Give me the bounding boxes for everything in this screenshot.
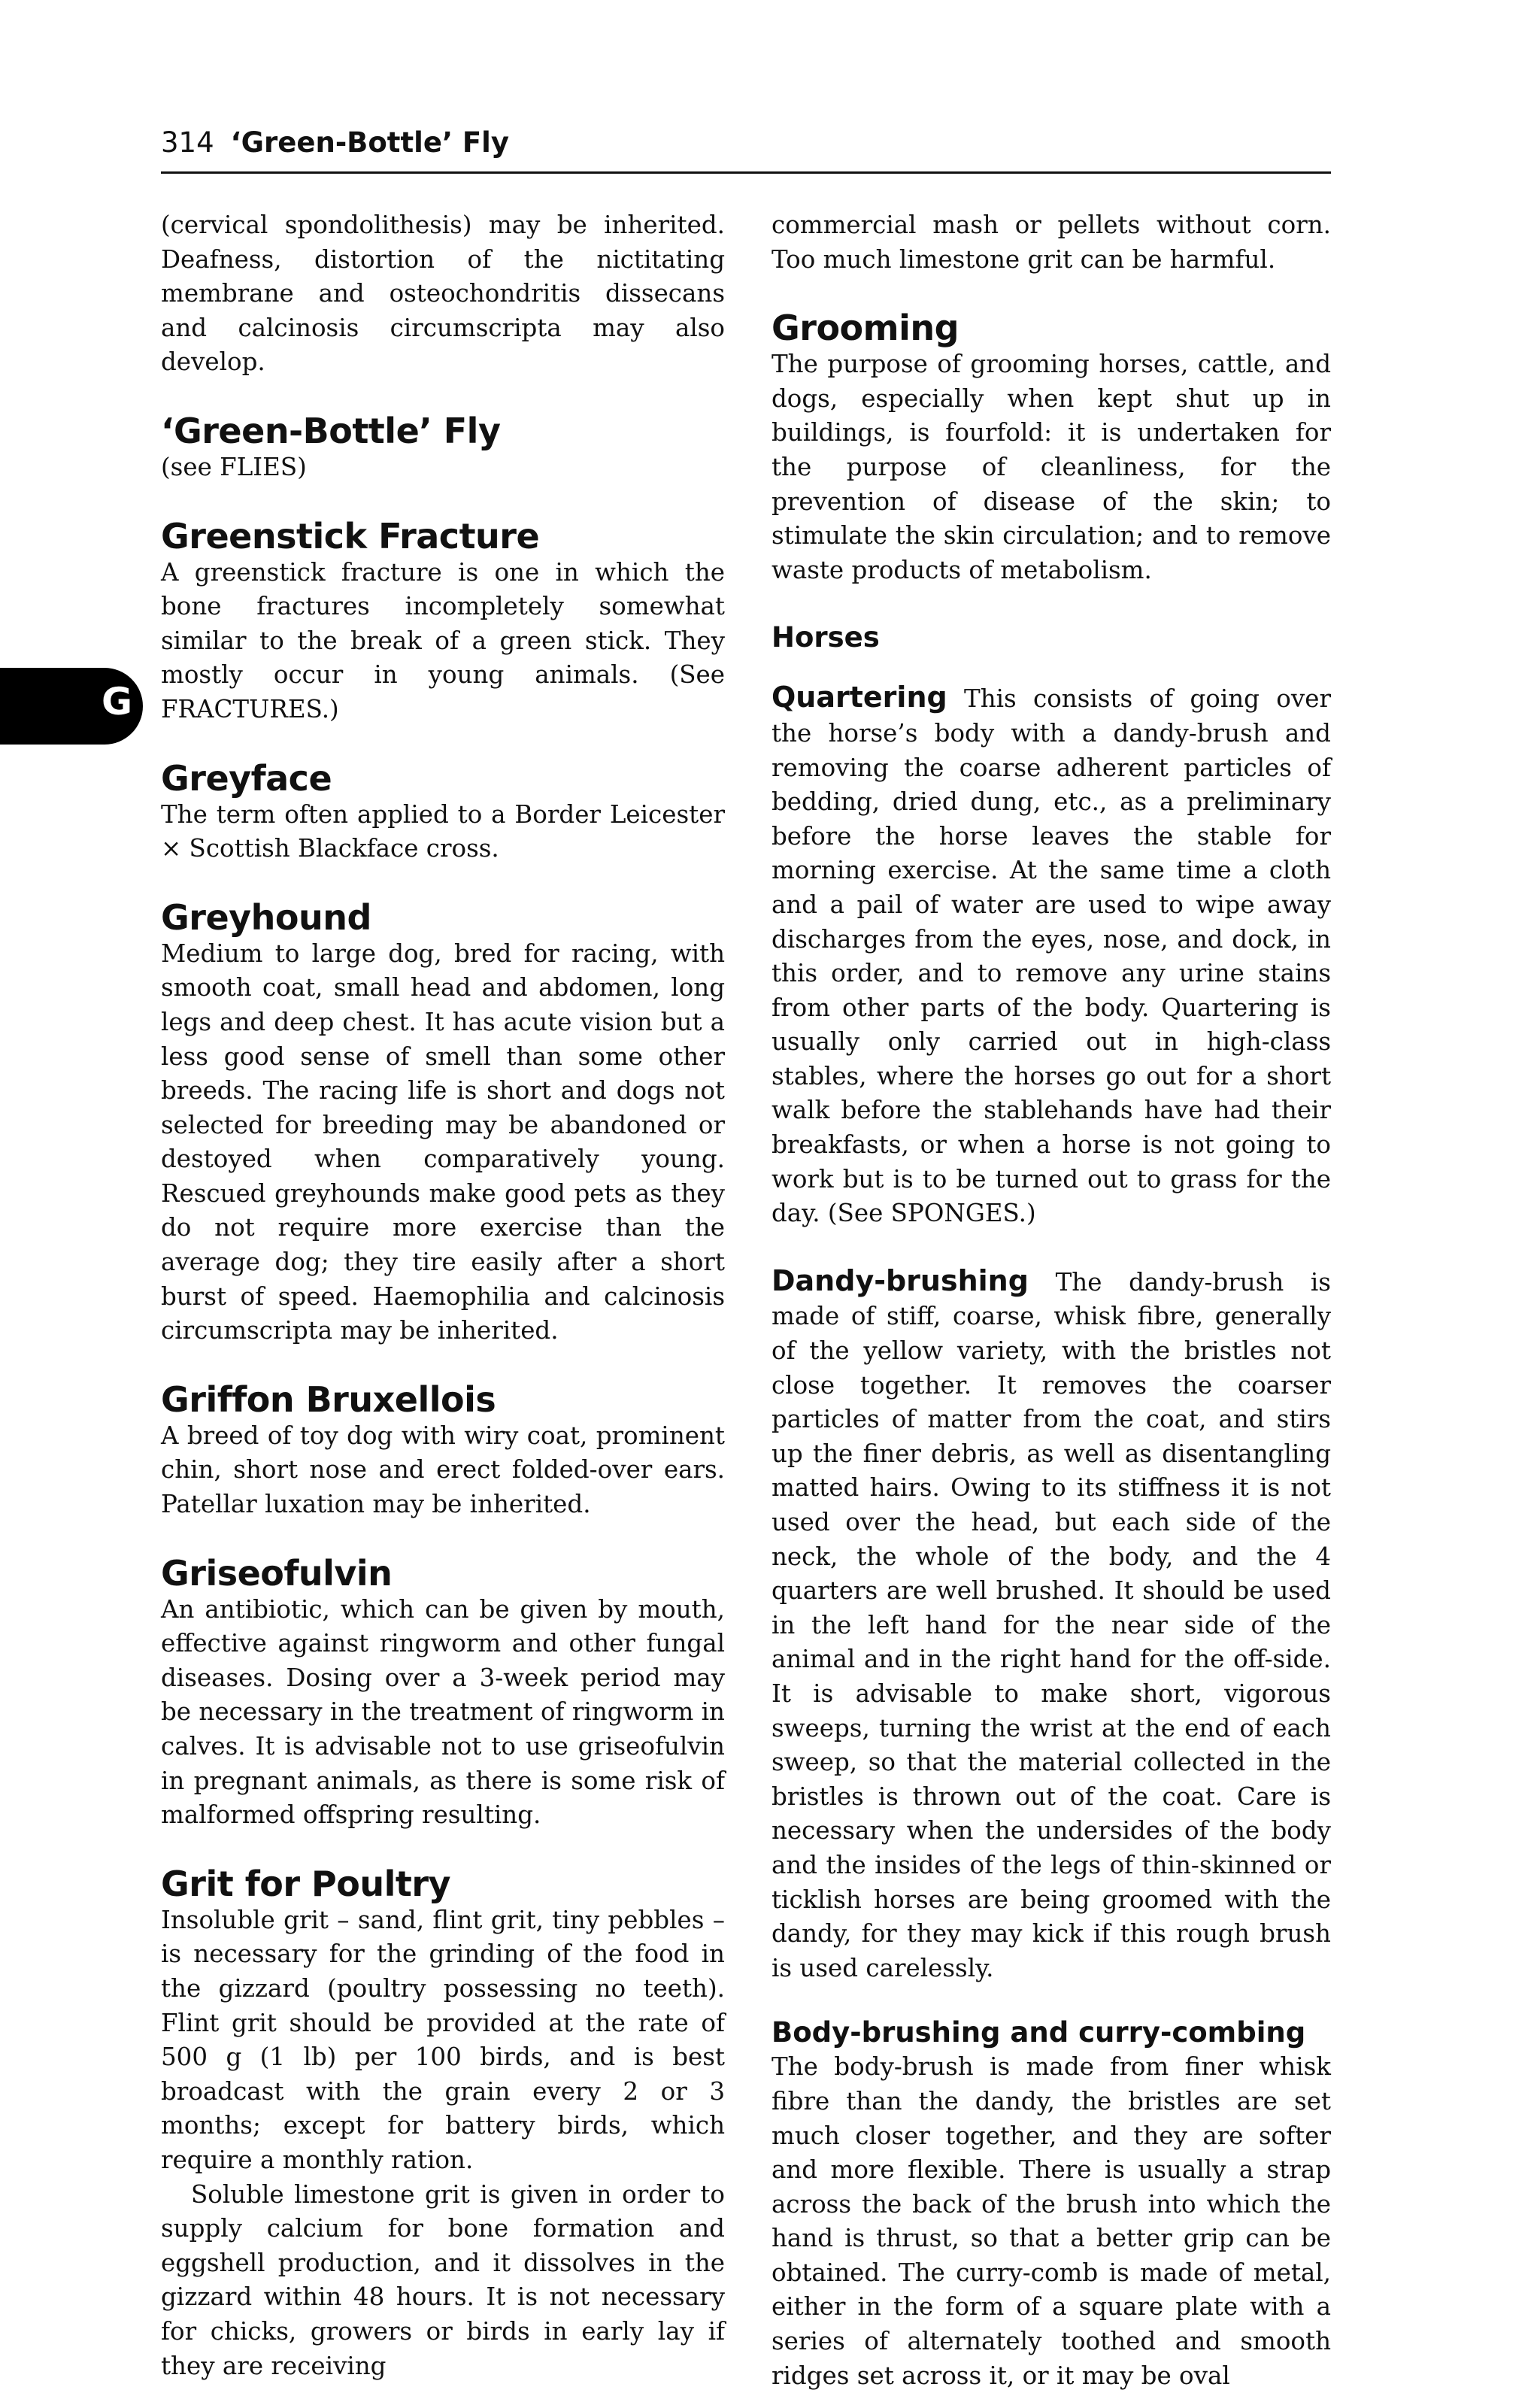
entry-body-greyface: The term often applied to a Border Leicester × Scottish Blackface cross.	[161, 799, 725, 863]
right-column	[772, 208, 1331, 2393]
entry-title-greyhound: Greyhound	[161, 896, 371, 938]
body-quartering: This consists of going over the horse’s body with a dandy-brush and removing the coarse adherent particles of bedding, dried dung, etc., as a preliminary before the horse leaves the stable for morning exercise. At the same time a cloth and a pail of water are used to wipe away discharges from the eyes, nose, and dock, in this order, and to remove any urine stains from other parts of the body. Quartering is usually only carried out in high-class stables, where the horses go out for a short walk before the stablehands have had their breakfasts, or when a horse is not going to work but is to be turned out to grass for the day. (See SPONGES.)	[772, 684, 1331, 1228]
runin-dandy-brushing: Dandy-brushing	[772, 1263, 1029, 1297]
running-head	[161, 126, 1331, 159]
entry-title-greenstick-fracture: Greenstick Fracture	[161, 515, 540, 557]
entry-body-grooming: The purpose of grooming horses, cattle, and dogs, especially when kept shut up in buildings, is fourfold: it is undertaken for the purpose of cleanliness, for the prevention of disease of the skin; to stimulate the skin circulation; and to remove waste products of metabolism.	[772, 350, 1331, 584]
entry-title-greyface: Greyface	[161, 757, 332, 799]
paragraph-dandy-brushing	[772, 1264, 1331, 1985]
entry-title-green-bottle-fly: ‘Green-Bottle’ Fly	[161, 410, 501, 451]
entry-body-grit-for-poultry-1: Insoluble grit – sand, flint grit, tiny pebbles – is necessary for the grinding of the food in the gizzard (poultry possessing no teeth). Flint grit should be provided at the rate of 500 g (1 lb) per 100 birds, and is best broadcast with the grain every 2 or 3 months; except for battery birds, which require a monthly ration.	[161, 1905, 725, 2174]
continued-text-right: commercial mash or pellets without corn. Too much limestone grit can be harmful.	[772, 211, 1331, 274]
running-title: ‘Green-Bottle’ Fly	[230, 126, 509, 159]
entry-title-grooming: Grooming	[772, 308, 959, 349]
entry-body-griseofulvin: An antibiotic, which can be given by mouth, effective against ringworm and other fungal diseases. Dosing over a 3-week period may be necessary in the treatment of ringworm in calves. It is advisable not to use griseofulvin in pregnant animals, as there is some risk of malformed offspring resulting.	[161, 1594, 725, 1830]
entry-title-griseofulvin: Griseofulvin	[161, 1552, 393, 1594]
entry-body-greyhound: Medium to large dog, bred for racing, with smooth coat, small head and abdomen, long legs and deep chest. It has acute vision but a less good sense of smell than some other breeds. The racing life is short and dogs not selected for breeding may be abandoned or destoyed when comparatively young. Rescued greyhounds make good pets as they do not require more exercise than the average dog; they tire easily after a short burst of speed. Haemophilia and calcinosis circumscripta may be inherited.	[161, 939, 725, 1345]
left-column	[161, 208, 725, 2383]
paragraph-quartering	[772, 681, 1331, 1231]
body-body-brushing: The body-brush is made from finer whisk fibre than the dandy, the bristles are set much closer together, and they are softer and more flexible. There is usually a strap across the back of the brush into which the hand is thrust, so that a better grip can be obtained. The curry-comb is made of metal, either in the form of a square plate with a series of alternately toothed and smooth ridges set across it, or it may be oval	[772, 2052, 1331, 2390]
subheading-body-brushing: Body-brushing and curry-combing	[772, 2016, 1306, 2049]
entry-body-greenstick-fracture: A greenstick fracture is one in which the bone fractures incompletely somewhat similar to the break of a green stick. They mostly occur in young animals. (See FRACTURES.)	[161, 557, 725, 723]
entry-body-griffon-bruxellois: A breed of toy dog with wiry coat, prominent chin, short nose and erect folded-over ears. Patellar luxation may be inherited.	[161, 1421, 725, 1519]
header-rule	[161, 171, 1331, 174]
continued-text: (cervical spondolithesis) may be inherited. Deafness, distortion of the nictitating membrane and osteochondritis dissecans and calcinosis circumscripta may also develop.	[161, 211, 725, 377]
body-dandy-brushing: The dandy-brush is made of stiff, coarse, whisk fibre, generally of the yellow variety, with the bristles not close together. It removes the coarser particles of matter from the coat, and stirs up the finer debris, as well as disentangling matted hairs. Owing to its stiffness it is not used over the head, but each side of the neck, the whole of the body, and the 4 quarters are well brushed. It should be used in the left hand for the near side of the animal and in the right hand for the off-side. It is advisable to make short, vigorous sweeps, turning the wrist at the end of each sweep, so that the material collected in the bristles is thrown out of the coat. Care is necessary when the undersides of the body and the insides of the legs of thin-skinned or ticklish horses are being groomed with the dandy, for they may kick if this rough brush is used carelessly.	[772, 1267, 1331, 1982]
page-number: 314	[161, 126, 214, 159]
entry-body-green-bottle-fly: (see FLIES)	[161, 452, 307, 481]
entry-body-grit-for-poultry-2: Soluble limestone grit is given in order to supply calcium for bone formation and eggshell production, and it dissolves in the gizzard within 48 hours. It is not necessary for chicks, growers or birds in early lay if they are receiving	[161, 2179, 725, 2380]
subheading-horses: Horses	[772, 621, 880, 654]
thumb-tab-letter: G	[101, 680, 132, 723]
runin-quartering: Quartering	[772, 681, 947, 714]
entry-title-griffon-bruxellois: Griffon Bruxellois	[161, 1378, 496, 1420]
entry-title-grit-for-poultry: Grit for Poultry	[161, 1863, 451, 1904]
thumb-index-tab	[0, 668, 143, 745]
